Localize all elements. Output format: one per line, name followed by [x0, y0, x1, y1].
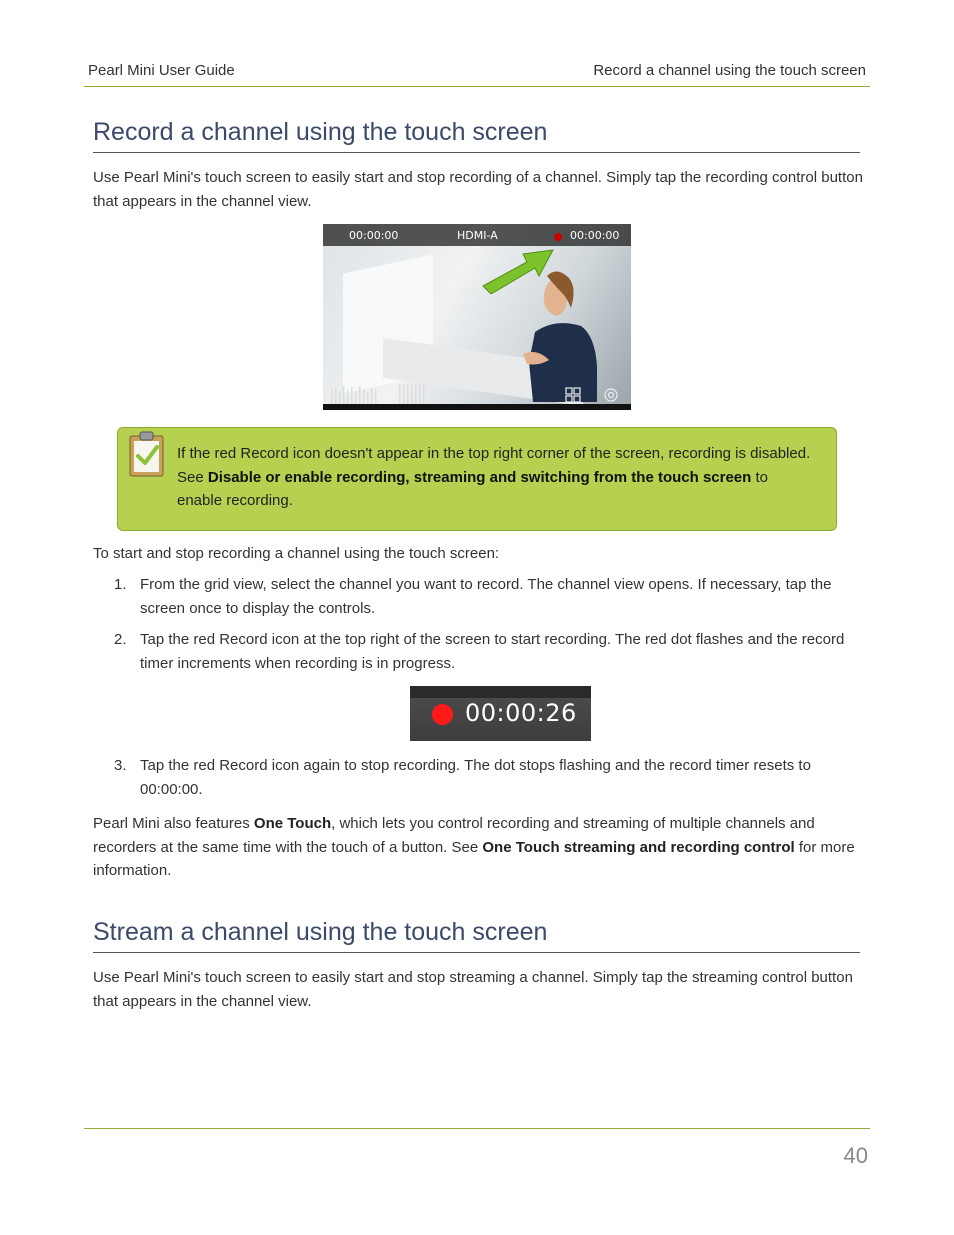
one-touch-bold: One Touch — [253, 815, 332, 832]
screenshot-left-timer: 00:00:00 — [349, 229, 399, 242]
screenshot-record-timer: 00:00:00 — [570, 229, 620, 242]
one-touch-text-1: Pearl Mini also features — [93, 815, 254, 832]
step-number: 1. — [114, 576, 127, 593]
one-touch-text-2: , which lets you control recording and streaming of multiple channels and recorders at the same time with the touch of a button. See — [93, 815, 815, 856]
step-text: Tap the red Record icon at the top right of the screen to start recording. The red dot flashes and the record timer increments when recording is in progress. — [140, 631, 845, 672]
screenshot-source-label: HDMI-A — [457, 229, 498, 242]
list-item — [110, 573, 850, 620]
note-callout — [117, 427, 837, 531]
audio-meter-icon — [329, 384, 429, 404]
step-number: 2. — [114, 631, 127, 648]
step-text: Tap the red Record icon again to stop recording. The dot stops flashing and the record timer resets to 00:00:00. — [140, 757, 811, 798]
steps-list-2 — [110, 754, 850, 801]
running-header-right: Record a channel using the touch screen — [593, 62, 866, 79]
channel-view-screenshot — [323, 224, 631, 410]
note-text-part1: If the red Record icon doesn't appear in the top right corner of the screen, recording is disabled. See — [177, 445, 811, 486]
list-item — [110, 628, 850, 675]
record-timer-screenshot — [410, 686, 591, 741]
step-text: From the grid view, select the channel you want to record. The channel view opens. If necessary, tap the screen once to display the controls. — [140, 576, 832, 617]
steps-list-1 — [110, 573, 850, 675]
footer-rule — [84, 1128, 870, 1129]
one-touch-link[interactable]: One Touch streaming and recording control — [482, 838, 795, 856]
step-number: 3. — [114, 757, 127, 774]
note-link-disable-recording[interactable]: Disable or enable recording, streaming and switching from the touch screen — [207, 468, 752, 486]
header-rule — [84, 86, 870, 87]
note-text — [177, 442, 817, 513]
running-header-left: Pearl Mini User Guide — [88, 62, 235, 79]
timer-image-value: 00:00:26 — [465, 699, 577, 727]
section-title-stream: Stream a channel using the touch screen — [93, 918, 860, 953]
record-intro-paragraph: Use Pearl Mini's touch screen to easily start and stop recording of a channel. Simply tap the recording control button that appears in the channel view. — [93, 169, 863, 210]
note-text-part2: to enable recording. — [177, 468, 768, 509]
page-number: 40 — [843, 1143, 868, 1168]
grid-and-settings-icons — [565, 386, 625, 404]
one-touch-text-3: for more information. — [93, 838, 855, 879]
record-dot-icon — [432, 704, 453, 725]
clipboard-check-icon — [128, 431, 166, 477]
list-item — [110, 754, 850, 801]
screenshot-bottom-bar — [323, 404, 631, 410]
stream-intro-paragraph: Use Pearl Mini's touch screen to easily start and stop streaming a channel. Simply tap the streaming control button that appears in the channel view. — [93, 969, 853, 1010]
one-touch-paragraph — [93, 812, 863, 883]
steps-intro: To start and stop recording a channel using the touch screen: — [93, 545, 500, 562]
record-dot-icon[interactable] — [554, 233, 562, 241]
arrow-pointer-icon — [479, 244, 559, 294]
section-title-record: Record a channel using the touch screen — [93, 118, 860, 153]
